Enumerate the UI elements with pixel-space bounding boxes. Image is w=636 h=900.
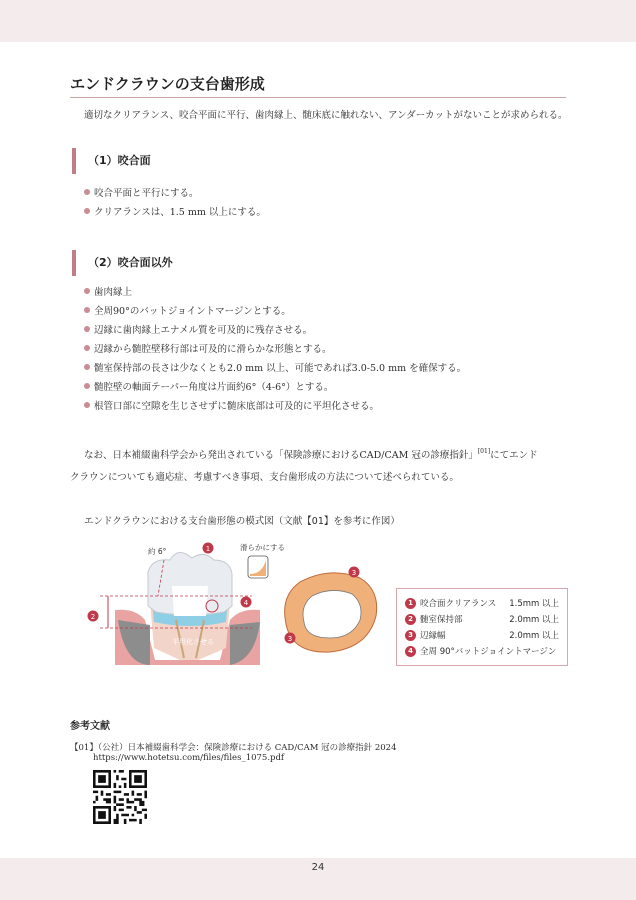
list-item: 根管口部に空隙を生じさせずに髄床底部は可及的に平坦化させる。 — [84, 397, 466, 416]
section-title: エンドクラウンの支台歯形成 — [70, 74, 566, 98]
bullet-dot — [84, 189, 90, 195]
list-item: 髄腔壁の軸面テーパー角度は片面約6°（4-6°）とする。 — [84, 378, 466, 397]
reference-url[interactable]: https://www.hotetsu.com/files/files_1075.pdf — [93, 753, 285, 763]
page-header-band — [0, 0, 636, 42]
legend-number: 1 — [405, 598, 416, 609]
angle-label: 約 6° — [148, 547, 167, 556]
bullet-dot — [84, 326, 90, 332]
legend-number: 4 — [405, 646, 416, 657]
endocrown-diagram — [80, 530, 390, 670]
list-item: 辺縁に歯肉縁上エナメル質を可及的に残存させる。 — [84, 321, 466, 340]
list-item: クリアランスは、1.5 mm 以上にする。 — [84, 203, 266, 222]
subsection-title-occlusal: （1）咬合面 — [72, 148, 151, 174]
legend-row: 4 全周 90°バットジョイントマージン — [405, 643, 559, 659]
svg-text:3: 3 — [351, 569, 357, 577]
bullet-dot — [84, 402, 90, 408]
page-number: 24 — [311, 862, 325, 873]
svg-text:4: 4 — [243, 599, 249, 607]
bullet-dot — [84, 364, 90, 370]
legend-row: 1 咬合面クリアランス 1.5mm 以上 — [405, 595, 559, 611]
bullet-dot — [84, 288, 90, 294]
legend-row: 2 髄室保持部 2.0mm 以上 — [405, 611, 559, 627]
list-item: 咬合平面と平行にする。 — [84, 184, 266, 203]
bullet-dot — [84, 208, 90, 214]
svg-text:1: 1 — [205, 545, 211, 553]
references-title: 参考文献 — [70, 721, 110, 732]
bullet-dot — [84, 383, 90, 389]
legend-number: 3 — [405, 630, 416, 641]
list-item: 辺縁から髄腔壁移行部は可及的に滑らかな形態とする。 — [84, 340, 466, 359]
guideline-paragraph: なお、日本補綴歯科学会から発出されている「保険診療におけるCAD/CAM 冠の診療指針」[01]にてエンド クラウンについても適応症、考慮すべき事項、支台歯形成の方法について述べられている。 — [70, 448, 538, 483]
reference-marker: [01] — [477, 448, 491, 455]
legend-row: 3 辺縁幅 2.0mm 以上 — [405, 627, 559, 643]
subsection-title-non-occlusal: （2）咬合面以外 — [72, 250, 173, 276]
pulp-cavity — [172, 586, 208, 616]
occlusal-list — [84, 184, 266, 222]
bullet-dot — [84, 307, 90, 313]
flat-label: 平坦化させる — [172, 638, 214, 646]
figure-title: エンドクラウンにおける支台歯形態の模式図（文献【01】を参考に作図） — [84, 516, 400, 527]
ring-inner — [303, 590, 361, 638]
qr-code-icon[interactable] — [93, 770, 147, 824]
bullet-dot — [84, 345, 90, 351]
legend-number: 2 — [405, 614, 416, 625]
reference-entry: 【01】（公社）日本補綴歯科学会：保険診療における CAD/CAM 冠の診療指針 2024 — [70, 743, 397, 753]
list-item: 全周90°のバットジョイントマージンとする。 — [84, 302, 466, 321]
list-item: 髄室保持部の長さは少なくとも2.0 mm 以上、可能であれば3.0-5.0 mm を確保する。 — [84, 359, 466, 378]
non-occlusal-list — [84, 283, 466, 416]
smooth-label: 滑らかにする — [240, 543, 285, 552]
svg-text:3: 3 — [287, 635, 293, 643]
figure-legend — [396, 588, 568, 666]
list-item: 歯肉縁上 — [84, 283, 466, 302]
svg-text:2: 2 — [90, 613, 96, 621]
intro-text: 適切なクリアランス、咬合平面に平行、歯肉縁上、髄床底に触れない、アンダーカットがないことが求められる。 — [84, 110, 568, 121]
